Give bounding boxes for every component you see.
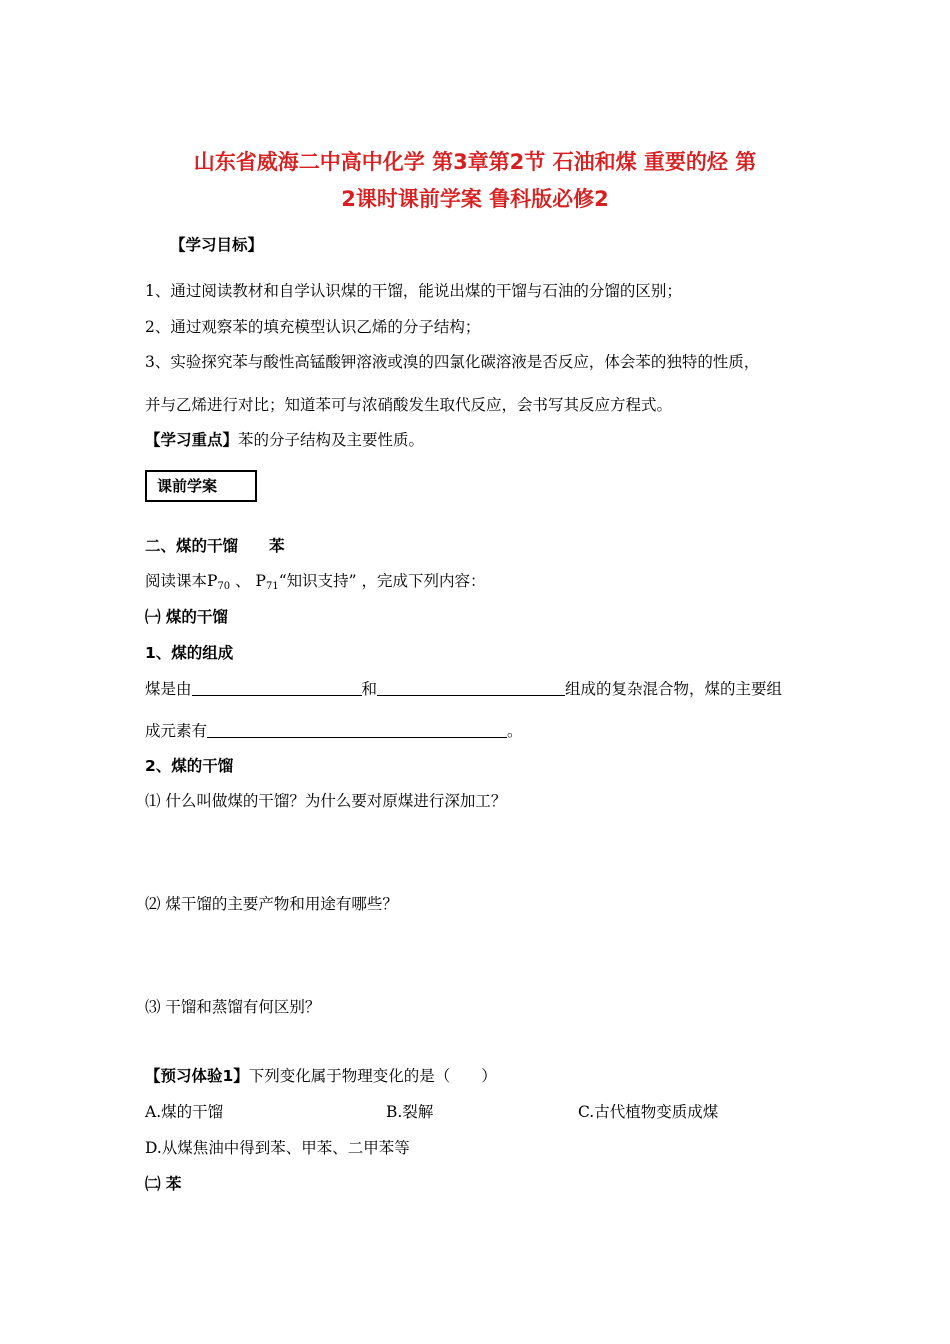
fill-blank-3[interactable]: [207, 721, 507, 738]
comp-text-b: 和: [361, 680, 378, 698]
coal-composition-line-2: [145, 720, 523, 742]
reading-page-2: 71: [265, 581, 279, 592]
fill-blank-2[interactable]: [377, 679, 565, 696]
question-3: ⑶ 干馏和蒸馏有何区别？: [145, 998, 321, 1016]
reading-page-1: 70: [217, 581, 231, 592]
part-1-heading: ㈠ 煤的干馏: [145, 608, 228, 626]
fill-blank-1[interactable]: [192, 679, 362, 696]
coal-distillation-heading: 2、煤的干馏: [145, 757, 234, 775]
reading-instruction: [145, 570, 485, 598]
part-2-heading: ㈡ 苯: [145, 1175, 182, 1193]
preview-question-text: 下列变化属于物理变化的是（ ）: [248, 1067, 497, 1085]
option-a: A.煤的干馏: [145, 1103, 224, 1121]
reading-prefix: 阅读课本P: [145, 572, 218, 590]
section-2-heading: 二、煤的干馏 苯: [145, 537, 285, 555]
option-d: D.从煤焦油中得到苯、甲苯、二甲苯等: [145, 1139, 410, 1157]
learning-focus: [145, 429, 424, 451]
objective-item-3: 3、实验探究苯与酸性高锰酸钾溶液或溴的四氯化碳溶液是否反应，体会苯的独特的性质，: [145, 353, 760, 371]
preview-label: 【预习体验1】: [145, 1067, 249, 1085]
comp-text-d: 成元素有: [145, 722, 208, 740]
comp-text-e: 。: [507, 722, 523, 740]
document-title-line-2: 2课时课前学案 鲁科版必修2: [341, 187, 609, 211]
preview-question: [145, 1065, 497, 1087]
document-title-line-1: 山东省威海二中高中化学 第3章第2节 石油和煤 重要的烃 第: [193, 150, 757, 174]
reading-mid: 、 P: [230, 572, 266, 590]
comp-text-c: 组成的复杂混合物，煤的主要组: [565, 680, 783, 698]
coal-composition-line-1: [145, 678, 782, 700]
learning-focus-label: 【学习重点】: [145, 431, 239, 449]
objective-item-3-continued: 并与乙烯进行对比；知道苯可与浓硝酸发生取代反应，会书写其反应方程式。: [145, 396, 673, 414]
objectives-heading: 【学习目标】: [170, 236, 264, 254]
coal-composition-heading: 1、煤的组成: [145, 644, 234, 662]
objective-item-2: 2、通过观察苯的填充模型认识乙烯的分子结构；: [145, 318, 481, 336]
question-2: ⑵ 煤干馏的主要产物和用途有哪些？: [145, 895, 398, 913]
objective-item-1: 1、通过阅读教材和自学认识煤的干馏，能说出煤的干馏与石油的分馏的区别；: [145, 282, 682, 300]
pre-class-box-label: 课前学案: [145, 470, 257, 502]
question-1: ⑴ 什么叫做煤的干馏？为什么要对原煤进行深加工？: [145, 792, 507, 810]
learning-focus-text: 苯的分子结构及主要性质。: [238, 431, 425, 449]
option-b: B.裂解: [386, 1103, 434, 1121]
option-c: C.古代植物变质成煤: [578, 1103, 719, 1121]
reading-suffix: “知识支持” ，完成下列内容：: [278, 572, 486, 590]
comp-text-a: 煤是由: [145, 680, 192, 698]
